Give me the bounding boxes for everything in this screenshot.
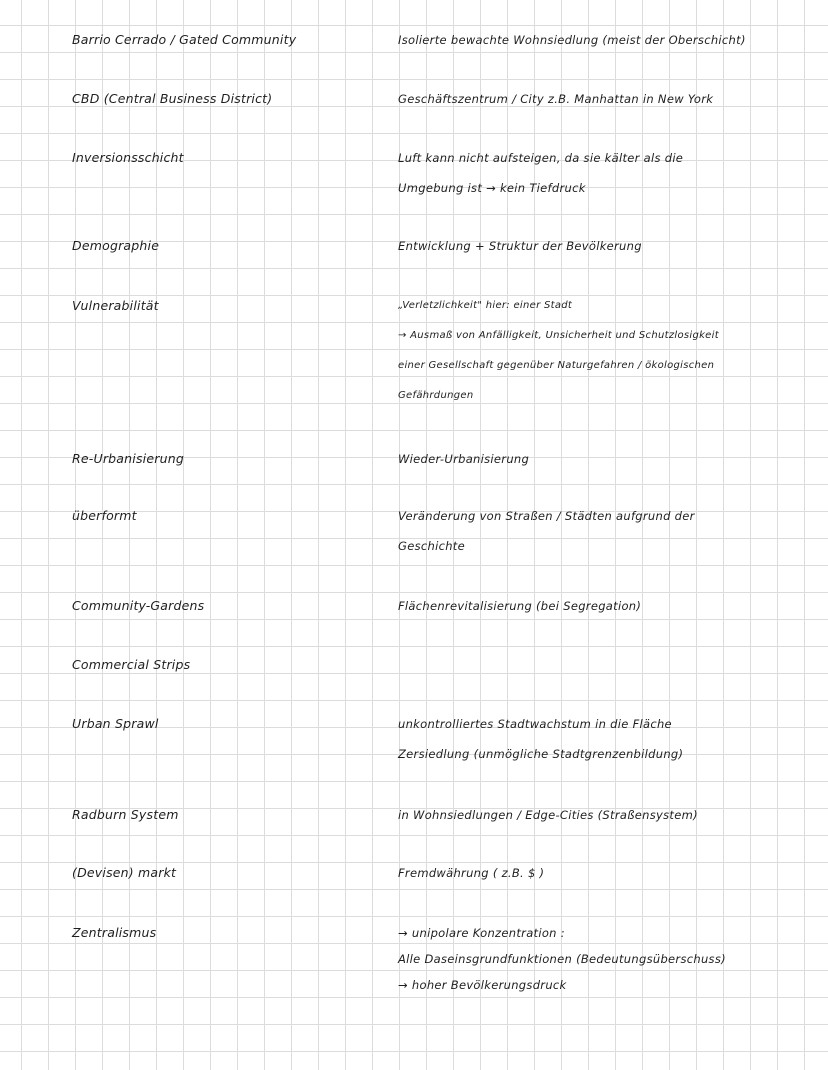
term: Zentralismus — [72, 925, 157, 940]
definition — [398, 150, 826, 196]
definition — [398, 598, 826, 614]
definition — [398, 298, 826, 404]
term: Inversionsschicht — [72, 150, 184, 165]
term: Re-Urbanisierung — [72, 451, 184, 466]
definition-line: in Wohnsiedlungen / Edge-Cities (Straßensystem) — [398, 808, 698, 822]
term: Barrio Cerrado / Gated Community — [72, 32, 297, 47]
definition — [398, 238, 826, 254]
definition-line: Entwicklung + Struktur der Bevölkerung — [398, 239, 642, 253]
definition-line: Fremdwährung ( z.B. $ ) — [398, 866, 545, 880]
term: Urban Sprawl — [72, 716, 159, 731]
definition — [398, 451, 826, 467]
definition-line: Alle Daseinsgrundfunktionen (Bedeutungsüberschuss) — [398, 952, 726, 966]
definition-line: einer Gesellschaft gegenüber Naturgefahren / ökologischen — [398, 360, 715, 371]
definition-line: → hoher Bevölkerungsdruck — [398, 978, 567, 992]
definition-line: Geschichte — [398, 539, 465, 553]
definition — [398, 716, 826, 762]
term: Vulnerabilität — [72, 298, 159, 313]
definition-line: Gefährdungen — [398, 390, 474, 401]
term: Community-Gardens — [72, 598, 205, 613]
definition — [398, 865, 826, 881]
term: Radburn System — [72, 807, 179, 822]
definition-line: Wieder-Urbanisierung — [398, 452, 530, 466]
definition — [398, 508, 826, 554]
definition-line: unkontrolliertes Stadtwachstum in die Fläche — [398, 717, 672, 731]
term: Commercial Strips — [72, 657, 191, 672]
definition-line: „Verletzlichkeit" hier: einer Stadt — [398, 300, 573, 311]
definition — [398, 32, 826, 48]
term: Demographie — [72, 238, 160, 253]
definition-line: Isolierte bewachte Wohnsiedlung (meist der Oberschicht) — [398, 33, 746, 47]
definition-line: Zersiedlung (unmögliche Stadtgrenzenbildung) — [398, 747, 684, 761]
term: überformt — [72, 508, 137, 523]
term: (Devisen) markt — [72, 865, 177, 880]
definition-line: Geschäftszentrum / City z.B. Manhattan in New York — [398, 92, 714, 106]
definition-line: Flächenrevitalisierung (bei Segregation) — [398, 599, 642, 613]
definition-line: Veränderung von Straßen / Städten aufgrund der — [398, 509, 695, 523]
definition — [398, 807, 826, 823]
definition-line: → unipolare Konzentration : — [398, 926, 565, 940]
definition — [398, 925, 826, 993]
definition-line: Luft kann nicht aufsteigen, da sie kälter als die — [398, 151, 684, 165]
definition — [398, 91, 826, 107]
definition-line: → Ausmaß von Anfälligkeit, Unsicherheit und Schutzlosigkeit — [398, 330, 719, 341]
definition-line: Umgebung ist → kein Tiefdruck — [398, 181, 586, 195]
term: CBD (Central Business District) — [72, 91, 273, 106]
